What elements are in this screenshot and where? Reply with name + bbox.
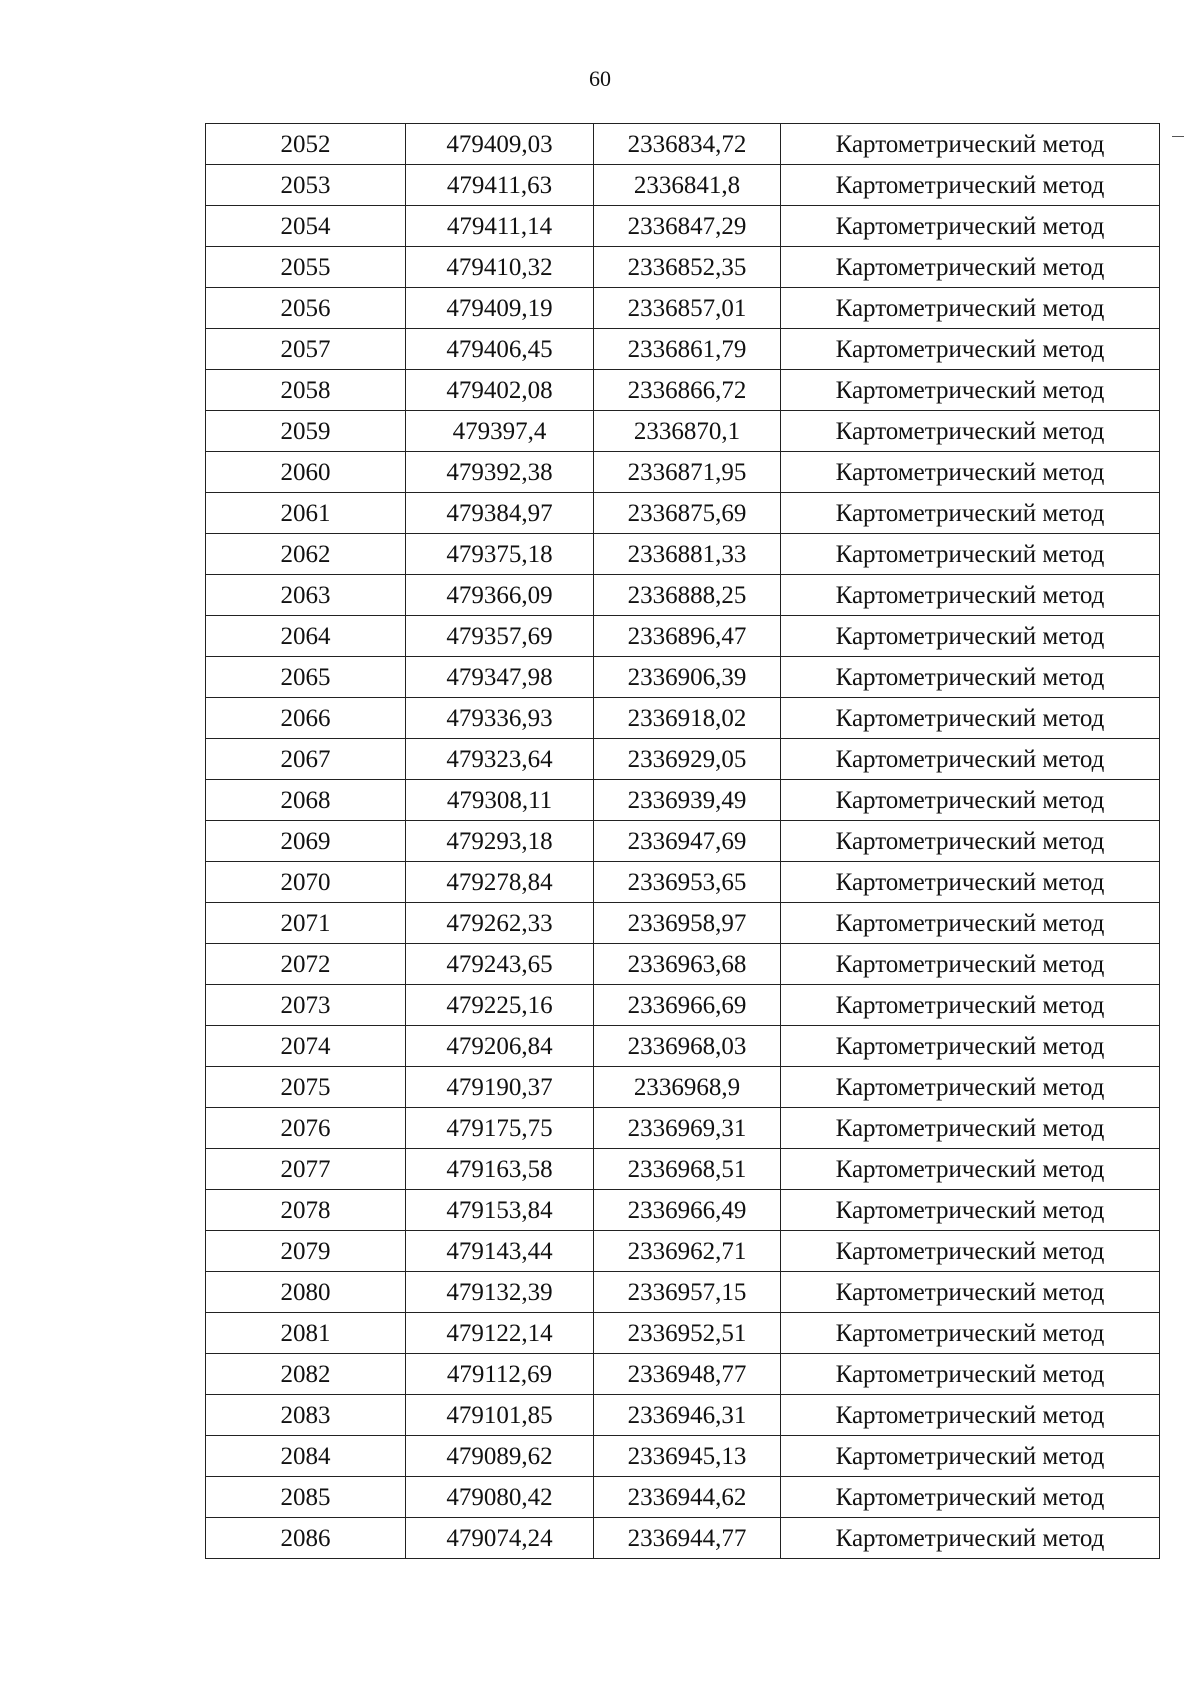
y-coordinate-cell: 2336968,03 xyxy=(594,1026,781,1067)
x-coordinate-cell: 479074,24 xyxy=(406,1518,594,1559)
y-coordinate-cell: 2336841,8 xyxy=(594,165,781,206)
table-row xyxy=(206,1272,1160,1313)
y-coordinate-cell: 2336896,47 xyxy=(594,616,781,657)
point-number-cell: 2061 xyxy=(206,493,406,534)
x-coordinate-cell: 479392,38 xyxy=(406,452,594,493)
x-coordinate-cell: 479384,97 xyxy=(406,493,594,534)
method-cell: Картометрический метод xyxy=(781,985,1160,1026)
table-row xyxy=(206,124,1160,165)
point-number-cell: 2069 xyxy=(206,821,406,862)
x-coordinate-cell: 479262,33 xyxy=(406,903,594,944)
method-cell: Картометрический метод xyxy=(781,1067,1160,1108)
coordinates-table-body xyxy=(206,124,1160,1559)
table-row xyxy=(206,862,1160,903)
x-coordinate-cell: 479243,65 xyxy=(406,944,594,985)
x-coordinate-cell: 479347,98 xyxy=(406,657,594,698)
point-number-cell: 2076 xyxy=(206,1108,406,1149)
method-cell: Картометрический метод xyxy=(781,370,1160,411)
y-coordinate-cell: 2336963,68 xyxy=(594,944,781,985)
point-number-cell: 2063 xyxy=(206,575,406,616)
table-row xyxy=(206,1231,1160,1272)
x-coordinate-cell: 479397,4 xyxy=(406,411,594,452)
x-coordinate-cell: 479410,32 xyxy=(406,247,594,288)
point-number-cell: 2078 xyxy=(206,1190,406,1231)
table-row xyxy=(206,657,1160,698)
y-coordinate-cell: 2336957,15 xyxy=(594,1272,781,1313)
y-coordinate-cell: 2336847,29 xyxy=(594,206,781,247)
method-cell: Картометрический метод xyxy=(781,206,1160,247)
method-cell: Картометрический метод xyxy=(781,1190,1160,1231)
table-row xyxy=(206,903,1160,944)
table-row xyxy=(206,1026,1160,1067)
y-coordinate-cell: 2336944,77 xyxy=(594,1518,781,1559)
method-cell: Картометрический метод xyxy=(781,575,1160,616)
point-number-cell: 2075 xyxy=(206,1067,406,1108)
y-coordinate-cell: 2336969,31 xyxy=(594,1108,781,1149)
point-number-cell: 2065 xyxy=(206,657,406,698)
x-coordinate-cell: 479153,84 xyxy=(406,1190,594,1231)
table-row xyxy=(206,1149,1160,1190)
y-coordinate-cell: 2336945,13 xyxy=(594,1436,781,1477)
point-number-cell: 2086 xyxy=(206,1518,406,1559)
point-number-cell: 2059 xyxy=(206,411,406,452)
point-number-cell: 2073 xyxy=(206,985,406,1026)
table-row xyxy=(206,370,1160,411)
method-cell: Картометрический метод xyxy=(781,903,1160,944)
point-number-cell: 2053 xyxy=(206,165,406,206)
method-cell: Картометрический метод xyxy=(781,288,1160,329)
x-coordinate-cell: 479122,14 xyxy=(406,1313,594,1354)
table-row xyxy=(206,1518,1160,1559)
table-row xyxy=(206,780,1160,821)
x-coordinate-cell: 479190,37 xyxy=(406,1067,594,1108)
y-coordinate-cell: 2336952,51 xyxy=(594,1313,781,1354)
table-row xyxy=(206,1067,1160,1108)
y-coordinate-cell: 2336918,02 xyxy=(594,698,781,739)
y-coordinate-cell: 2336958,97 xyxy=(594,903,781,944)
method-cell: Картометрический метод xyxy=(781,1108,1160,1149)
point-number-cell: 2077 xyxy=(206,1149,406,1190)
y-coordinate-cell: 2336968,9 xyxy=(594,1067,781,1108)
table-row xyxy=(206,206,1160,247)
method-cell: Картометрический метод xyxy=(781,534,1160,575)
x-coordinate-cell: 479112,69 xyxy=(406,1354,594,1395)
point-number-cell: 2067 xyxy=(206,739,406,780)
x-coordinate-cell: 479101,85 xyxy=(406,1395,594,1436)
point-number-cell: 2082 xyxy=(206,1354,406,1395)
method-cell: Картометрический метод xyxy=(781,1231,1160,1272)
point-number-cell: 2054 xyxy=(206,206,406,247)
x-coordinate-cell: 479278,84 xyxy=(406,862,594,903)
x-coordinate-cell: 479323,64 xyxy=(406,739,594,780)
coordinates-table xyxy=(205,123,1160,1559)
x-coordinate-cell: 479409,03 xyxy=(406,124,594,165)
y-coordinate-cell: 2336947,69 xyxy=(594,821,781,862)
scan-edge-mark xyxy=(1172,136,1184,137)
x-coordinate-cell: 479375,18 xyxy=(406,534,594,575)
x-coordinate-cell: 479080,42 xyxy=(406,1477,594,1518)
method-cell: Картометрический метод xyxy=(781,1149,1160,1190)
y-coordinate-cell: 2336857,01 xyxy=(594,288,781,329)
point-number-cell: 2085 xyxy=(206,1477,406,1518)
table-row xyxy=(206,698,1160,739)
method-cell: Картометрический метод xyxy=(781,247,1160,288)
point-number-cell: 2057 xyxy=(206,329,406,370)
table-row xyxy=(206,534,1160,575)
x-coordinate-cell: 479089,62 xyxy=(406,1436,594,1477)
method-cell: Картометрический метод xyxy=(781,165,1160,206)
y-coordinate-cell: 2336962,71 xyxy=(594,1231,781,1272)
page-number: 60 xyxy=(589,66,611,91)
point-number-cell: 2084 xyxy=(206,1436,406,1477)
x-coordinate-cell: 479293,18 xyxy=(406,821,594,862)
method-cell: Картометрический метод xyxy=(781,616,1160,657)
y-coordinate-cell: 2336944,62 xyxy=(594,1477,781,1518)
x-coordinate-cell: 479225,16 xyxy=(406,985,594,1026)
method-cell: Картометрический метод xyxy=(781,739,1160,780)
method-cell: Картометрический метод xyxy=(781,1395,1160,1436)
method-cell: Картометрический метод xyxy=(781,493,1160,534)
point-number-cell: 2062 xyxy=(206,534,406,575)
point-number-cell: 2056 xyxy=(206,288,406,329)
point-number-cell: 2055 xyxy=(206,247,406,288)
table-row xyxy=(206,985,1160,1026)
table-row xyxy=(206,575,1160,616)
table-row xyxy=(206,165,1160,206)
x-coordinate-cell: 479175,75 xyxy=(406,1108,594,1149)
method-cell: Картометрический метод xyxy=(781,1026,1160,1067)
y-coordinate-cell: 2336861,79 xyxy=(594,329,781,370)
table-row xyxy=(206,1436,1160,1477)
method-cell: Картометрический метод xyxy=(781,821,1160,862)
point-number-cell: 2052 xyxy=(206,124,406,165)
table-row xyxy=(206,247,1160,288)
method-cell: Картометрический метод xyxy=(781,1354,1160,1395)
y-coordinate-cell: 2336866,72 xyxy=(594,370,781,411)
table-row xyxy=(206,452,1160,493)
point-number-cell: 2066 xyxy=(206,698,406,739)
point-number-cell: 2079 xyxy=(206,1231,406,1272)
table-row xyxy=(206,493,1160,534)
point-number-cell: 2080 xyxy=(206,1272,406,1313)
x-coordinate-cell: 479406,45 xyxy=(406,329,594,370)
point-number-cell: 2064 xyxy=(206,616,406,657)
point-number-cell: 2072 xyxy=(206,944,406,985)
point-number-cell: 2083 xyxy=(206,1395,406,1436)
method-cell: Картометрический метод xyxy=(781,1272,1160,1313)
x-coordinate-cell: 479402,08 xyxy=(406,370,594,411)
point-number-cell: 2070 xyxy=(206,862,406,903)
method-cell: Картометрический метод xyxy=(781,329,1160,370)
y-coordinate-cell: 2336888,25 xyxy=(594,575,781,616)
y-coordinate-cell: 2336929,05 xyxy=(594,739,781,780)
table-row xyxy=(206,411,1160,452)
method-cell: Картометрический метод xyxy=(781,452,1160,493)
method-cell: Картометрический метод xyxy=(781,1518,1160,1559)
method-cell: Картометрический метод xyxy=(781,1436,1160,1477)
method-cell: Картометрический метод xyxy=(781,1313,1160,1354)
method-cell: Картометрический метод xyxy=(781,411,1160,452)
x-coordinate-cell: 479411,63 xyxy=(406,165,594,206)
method-cell: Картометрический метод xyxy=(781,862,1160,903)
table-row xyxy=(206,1108,1160,1149)
table-row xyxy=(206,1313,1160,1354)
table-row xyxy=(206,821,1160,862)
y-coordinate-cell: 2336875,69 xyxy=(594,493,781,534)
point-number-cell: 2074 xyxy=(206,1026,406,1067)
y-coordinate-cell: 2336834,72 xyxy=(594,124,781,165)
x-coordinate-cell: 479357,69 xyxy=(406,616,594,657)
point-number-cell: 2058 xyxy=(206,370,406,411)
point-number-cell: 2068 xyxy=(206,780,406,821)
method-cell: Картометрический метод xyxy=(781,698,1160,739)
y-coordinate-cell: 2336852,35 xyxy=(594,247,781,288)
y-coordinate-cell: 2336953,65 xyxy=(594,862,781,903)
y-coordinate-cell: 2336968,51 xyxy=(594,1149,781,1190)
y-coordinate-cell: 2336870,1 xyxy=(594,411,781,452)
y-coordinate-cell: 2336881,33 xyxy=(594,534,781,575)
x-coordinate-cell: 479163,58 xyxy=(406,1149,594,1190)
x-coordinate-cell: 479143,44 xyxy=(406,1231,594,1272)
point-number-cell: 2071 xyxy=(206,903,406,944)
x-coordinate-cell: 479336,93 xyxy=(406,698,594,739)
x-coordinate-cell: 479366,09 xyxy=(406,575,594,616)
table-row xyxy=(206,1395,1160,1436)
point-number-cell: 2060 xyxy=(206,452,406,493)
method-cell: Картометрический метод xyxy=(781,780,1160,821)
x-coordinate-cell: 479308,11 xyxy=(406,780,594,821)
x-coordinate-cell: 479206,84 xyxy=(406,1026,594,1067)
y-coordinate-cell: 2336966,69 xyxy=(594,985,781,1026)
table-row xyxy=(206,616,1160,657)
table-row xyxy=(206,1354,1160,1395)
table-row xyxy=(206,1477,1160,1518)
table-row xyxy=(206,288,1160,329)
method-cell: Картометрический метод xyxy=(781,657,1160,698)
method-cell: Картометрический метод xyxy=(781,944,1160,985)
table-row xyxy=(206,739,1160,780)
y-coordinate-cell: 2336966,49 xyxy=(594,1190,781,1231)
y-coordinate-cell: 2336906,39 xyxy=(594,657,781,698)
x-coordinate-cell: 479409,19 xyxy=(406,288,594,329)
table-row xyxy=(206,1190,1160,1231)
table-row xyxy=(206,944,1160,985)
y-coordinate-cell: 2336948,77 xyxy=(594,1354,781,1395)
y-coordinate-cell: 2336871,95 xyxy=(594,452,781,493)
y-coordinate-cell: 2336939,49 xyxy=(594,780,781,821)
y-coordinate-cell: 2336946,31 xyxy=(594,1395,781,1436)
method-cell: Картометрический метод xyxy=(781,1477,1160,1518)
x-coordinate-cell: 479132,39 xyxy=(406,1272,594,1313)
point-number-cell: 2081 xyxy=(206,1313,406,1354)
x-coordinate-cell: 479411,14 xyxy=(406,206,594,247)
table-row xyxy=(206,329,1160,370)
method-cell: Картометрический метод xyxy=(781,124,1160,165)
